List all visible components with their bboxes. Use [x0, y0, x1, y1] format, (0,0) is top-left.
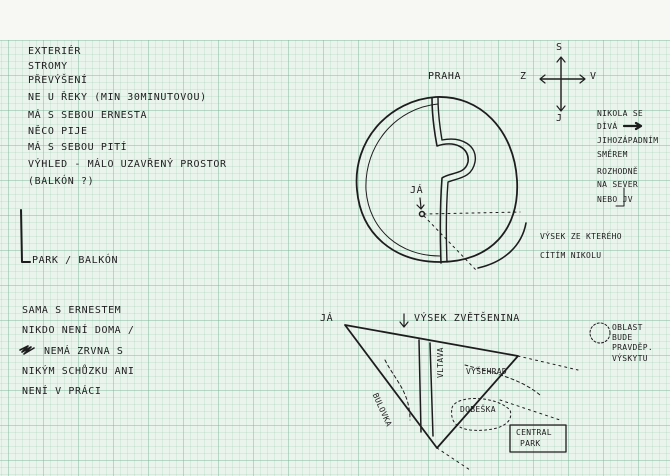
- nikola-note-1: NIKOLA SE: [597, 109, 644, 118]
- river-line-a: [432, 98, 468, 263]
- note-line-2: STROMY: [28, 61, 68, 72]
- nikola-arrow: [624, 123, 641, 129]
- nikola-note-2: DÍVÁ: [597, 122, 618, 131]
- note-line-3: PŘEVÝŠENÍ: [28, 75, 88, 86]
- note-line-9: (BALKÓN ?): [28, 176, 95, 187]
- ja-label-triangle: JÁ: [320, 313, 334, 324]
- note-line-1: EXTERIÉR: [28, 46, 81, 57]
- oblast-note-4: VÝSKYTU: [612, 354, 648, 363]
- vysek-zvetsenina-title: VÝSEK ZVĚTŠENINA: [414, 313, 520, 324]
- oblast-note-1: OBLAST: [612, 323, 643, 332]
- central-park-label-1: CENTRAL: [516, 428, 552, 437]
- compass-west: Z: [520, 71, 527, 82]
- bulovka-label: BULOVKA: [370, 391, 394, 428]
- extension-dots: [437, 356, 578, 470]
- zoom-arrow: [400, 314, 408, 327]
- note-line-8: VÝHLED - MÁLO UZAVŘENÝ PROSTOR: [28, 159, 227, 170]
- lower-note-1: SAMA S ERNESTEM: [22, 305, 122, 316]
- praha-circle: [357, 97, 518, 262]
- river-line-b: [438, 98, 475, 262]
- lower-note-4: NIKÝM SCHŮZKU ANI: [22, 366, 135, 377]
- nikola-note-3: JIHOZÁPADNÍM: [597, 136, 659, 145]
- vysek-label-1: VÝSEK ZE KTERÉHO: [540, 232, 622, 241]
- compass-east: V: [590, 71, 597, 82]
- vltava-label: VLTAVA: [436, 347, 445, 378]
- vysek-arc: [478, 223, 526, 268]
- compass-cross: [541, 58, 584, 110]
- dobeska-outline: [452, 398, 511, 430]
- river-zoom-a: [419, 340, 421, 432]
- park-bracket-line: [21, 210, 30, 262]
- note-line-6: NĚCO PIJE: [28, 126, 88, 137]
- vysek-label-2: CÍTÍM NIKOLU: [540, 251, 602, 260]
- oblast-note-2: BUDE: [612, 333, 633, 342]
- nikola-note-6: NA SEVER: [597, 180, 638, 189]
- scribble-mark: [20, 346, 34, 354]
- lower-note-3: NEMÁ ZRVNA S: [44, 346, 124, 357]
- nikola-note-5: ROZHODNĚ: [597, 167, 638, 176]
- vysehrad-label: VYŠEHRAD: [466, 367, 507, 376]
- compass-arrows: [540, 57, 585, 111]
- oblast-ellipse: [590, 323, 610, 343]
- lower-note-2: NIKDO NENÍ DOMA /: [22, 325, 135, 336]
- compass-north: S: [556, 42, 563, 53]
- note-line-4: NE U ŘEKY (MIN 30MINUTOVOU): [28, 92, 207, 103]
- ja-label-circle: JÁ: [410, 185, 424, 196]
- view-ray-a: [424, 212, 520, 214]
- dobeska-label: DOBEŠKA: [460, 405, 496, 414]
- nikola-note-7: NEBO JV: [597, 195, 633, 204]
- bulovka-outline: [385, 360, 410, 420]
- compass-south: J: [556, 113, 563, 124]
- lower-note-5: NENÍ V PRÁCI: [22, 386, 102, 397]
- ja-arrow: [417, 198, 424, 209]
- park-balkon-label: PARK / BALKÓN: [32, 255, 119, 266]
- river-zoom-b: [430, 343, 433, 436]
- nikola-note-4: SMĚREM: [597, 150, 628, 159]
- praha-title: PRAHA: [428, 71, 462, 82]
- central-park-label-2: PARK: [520, 439, 541, 448]
- oblast-note-3: PRAVDĚP.: [612, 343, 653, 352]
- note-line-5: MÁ S SEBOU ERNESTA: [28, 110, 148, 121]
- note-line-7: MÁ S SEBOU PITÍ: [28, 142, 128, 153]
